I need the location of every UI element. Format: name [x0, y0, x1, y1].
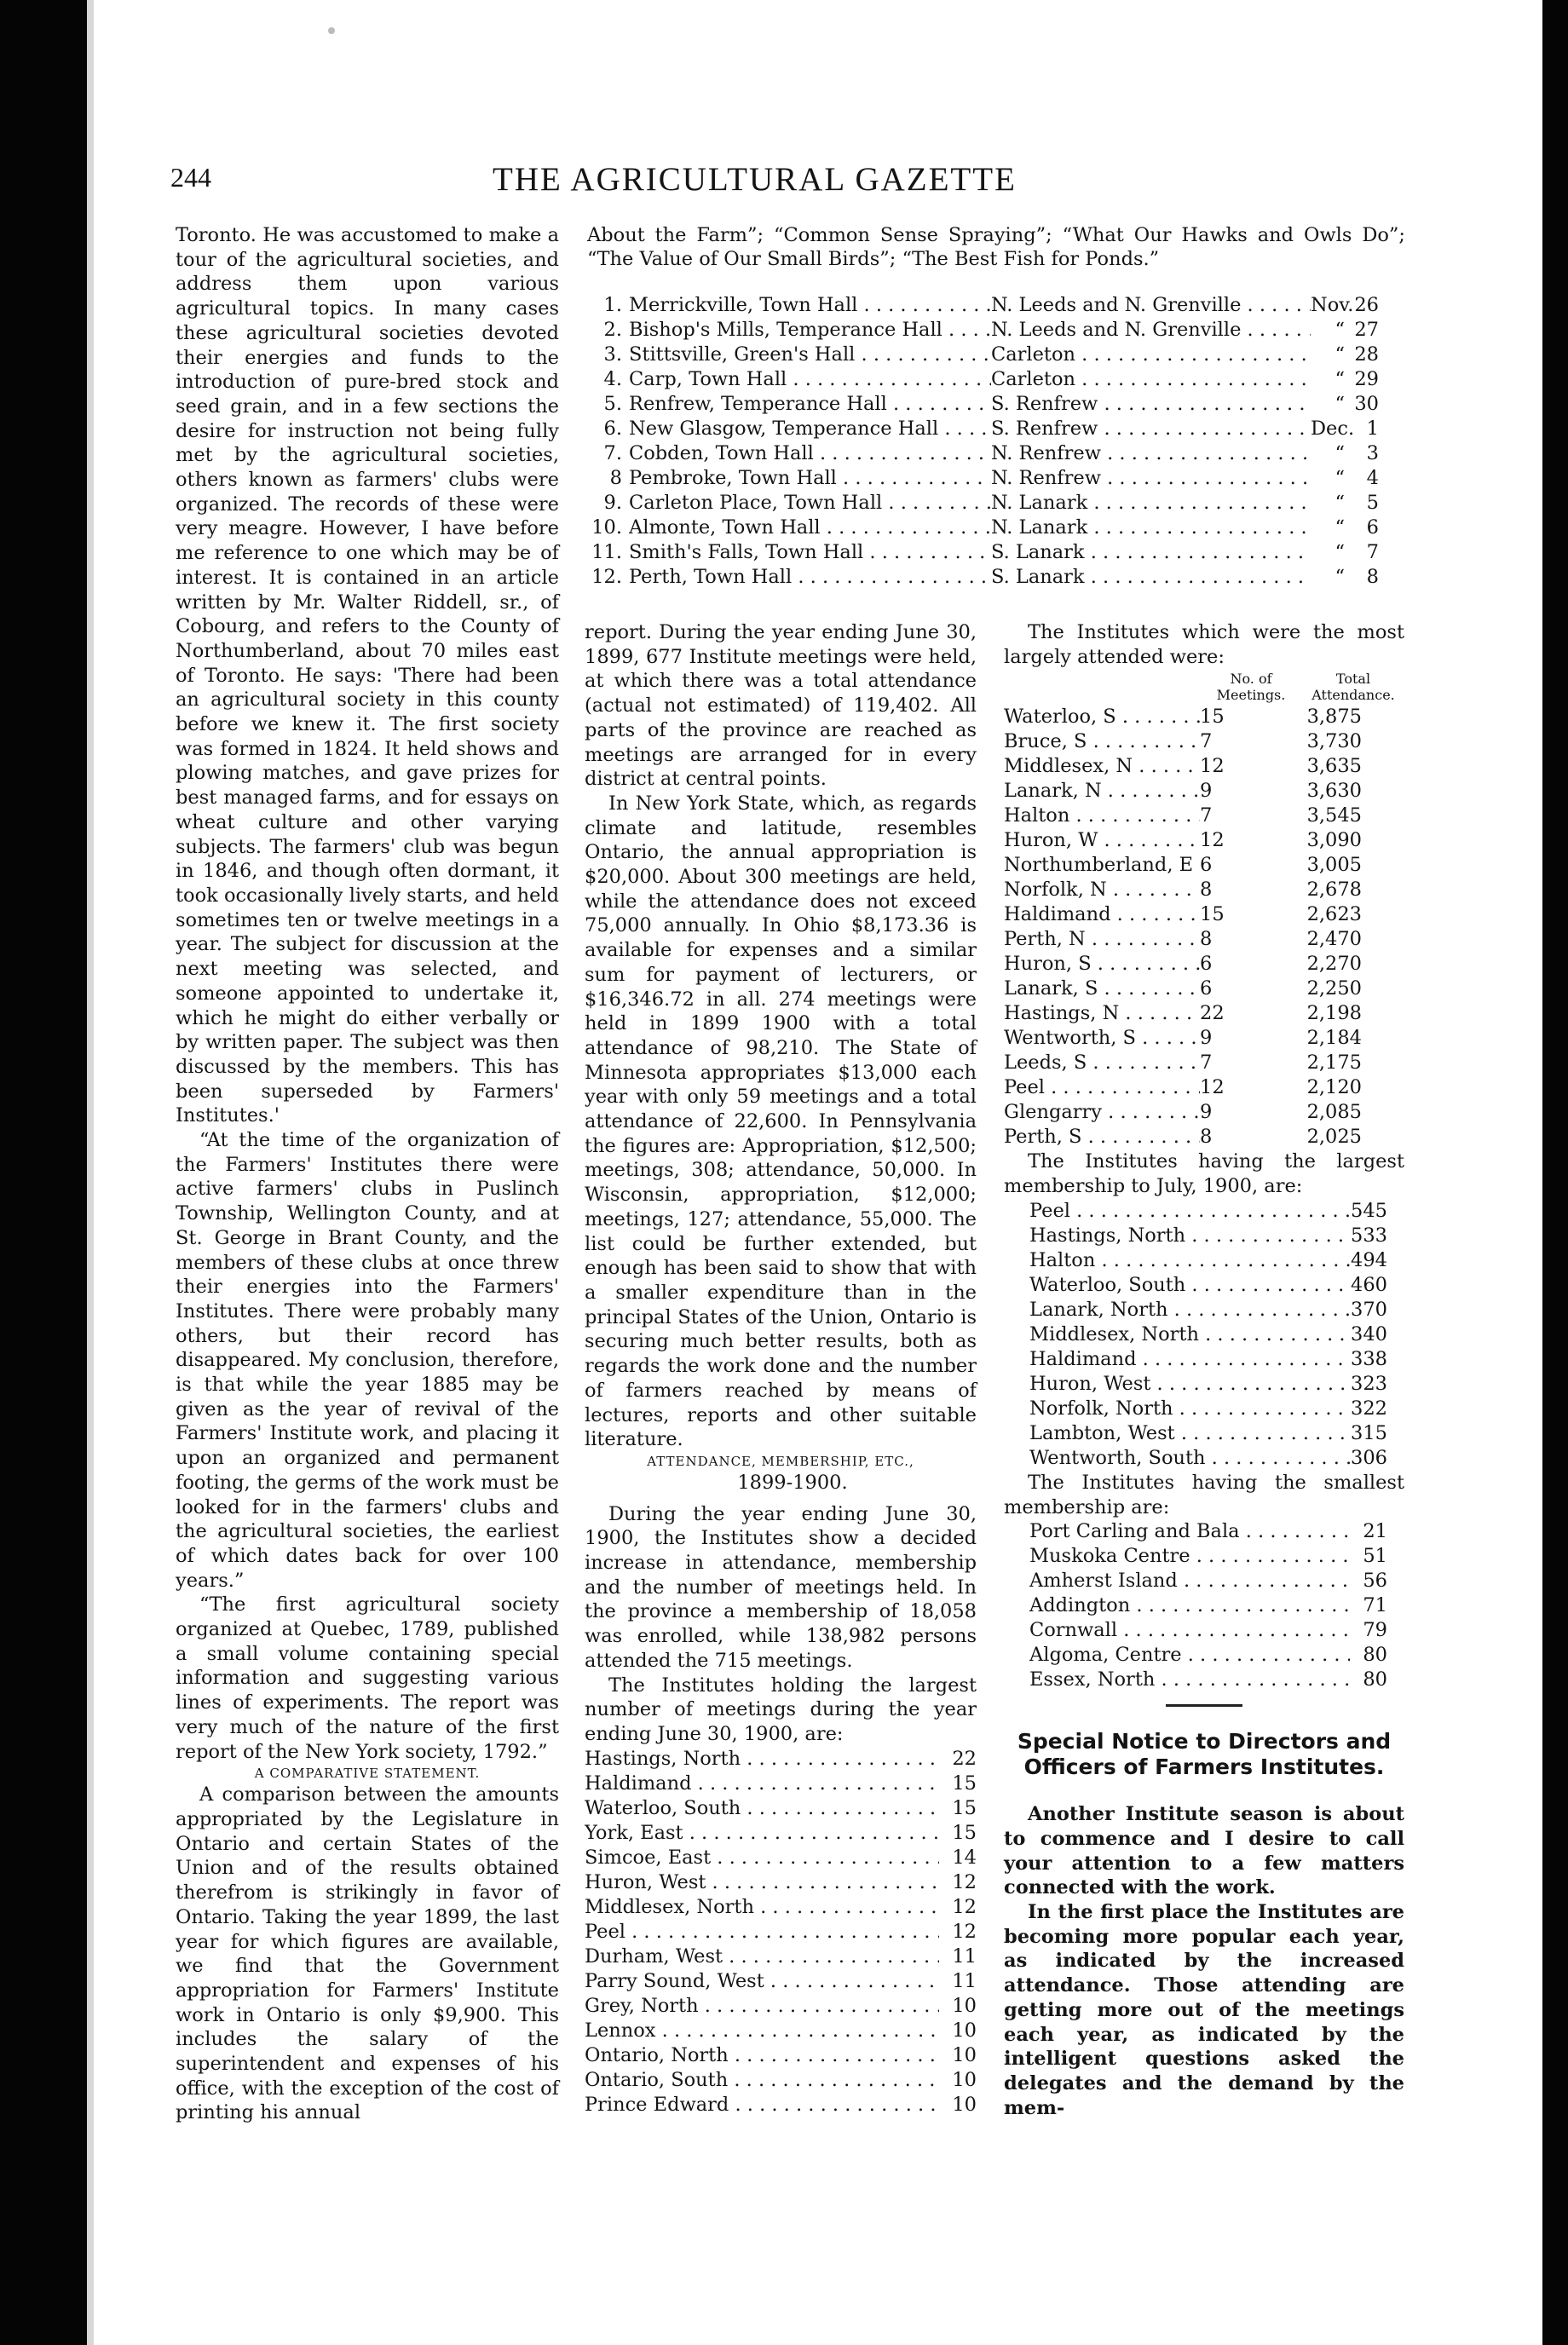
list-item: Muskoka Centre . . . 51 — [1029, 1544, 1387, 1569]
paragraph: In the first place the Institutes are becoming more popular each year, as indicated by the increased attendance. Those attending are getting more out of the meetings each year, as indicated by the intelligent questions asked the delegates and the demand by the mem- — [1004, 1901, 1404, 2119]
table-row: Huron, S . . . 6 2,270 — [1004, 952, 1404, 977]
list-item: Middlesex, North . . . 12 — [585, 1895, 977, 1920]
schedule-row: 1. Merrickville, Town Hall . . . N. Leeds and N. Grenville . . . Nov. 26 — [588, 294, 1406, 319]
list-item: Lennox . . . 10 — [585, 2019, 977, 2043]
paragraph: Toronto. He was accustomed to make a tour of the agricultural societies, and address them upon various agricultural topics. In many cases these agricultural societies devoted their energies and funds to the introduction of pure-bred stock and seed grain, and in a few sections the desire for instruction not being fully met by the agricultural societies, others known as farmers' clubs were organized. The records of these were very meagre. However, I have before me reference to one which may be of interest. It is contained in an article written by Mr. Walter Riddell, sr., of Cobourg, and refers to the County of Northumberland, about 70 miles east of Toronto. He says: 'There had been an agricultural society in this county before we knew it. The first society was formed in 1824. It held shows and plowing matches, and gave prizes for best managed farms, and for essays on wheat culture and other varying subjects. The farmers' club was begun in 1846, and though often dormant, it took occasionally lively starts, and held sometimes ten or twelve meetings in a year. The subject for discussion at the next meeting was selected, and someone appointed to undertake it, which he might do either verbally or by written paper. The subject was then discussed by the members. This has been superseded by Farmers' Institutes.' — [176, 224, 559, 1127]
list-item: Prince Edward . . . 10 — [585, 2093, 977, 2117]
list-item: York, East . . . 15 — [585, 1821, 977, 1846]
list-item: Durham, West . . . 11 — [585, 1945, 977, 1969]
column-header-meetings: No. of Meetings. — [1216, 671, 1286, 704]
paragraph: report. During the year ending June 30, 1899, 677 Institute meetings were held, at which there was a total attendance (actual not estimated) of 119,402. All parts of the province are reached as meetings are arranged for in every district at central points. — [585, 621, 977, 791]
table-row: Peel . . . 12 2,120 — [1004, 1075, 1404, 1100]
paragraph: “The first agricultural society organized at Quebec, 1789, published a small volume containing special information and suggesting various lines of experiments. The report was very much of the nature of the first report of the New York society, 1792.” — [176, 1593, 559, 1763]
table-row: Huron, W . . . 12 3,090 — [1004, 828, 1404, 853]
list-item: Peel . . . 12 — [585, 1920, 977, 1945]
schedule-row: 8 Pembroke, Town Hall . . . N. Renfrew . . . “ 4 — [588, 467, 1406, 492]
column-middle — [585, 620, 977, 2117]
list-item: Ontario, North . . . 10 — [585, 2043, 977, 2068]
list-item: Port Carling and Bala . . . 21 — [1029, 1519, 1387, 1544]
table-row: Waterloo, S . . . 15 3,875 — [1004, 705, 1404, 729]
list-item: Lanark, North . . . 370 — [1029, 1298, 1387, 1322]
scan-speck — [328, 27, 335, 34]
list-item: Algoma, Centre . . . 80 — [1029, 1643, 1387, 1668]
paragraph: The Institutes having the largest membership to July, 1900, are: — [1004, 1150, 1404, 1198]
attendance-table-header — [1004, 671, 1404, 703]
table-row: Haldimand . . . 15 2,623 — [1004, 902, 1404, 927]
section-heading: ATTENDANCE, MEMBERSHIP, ETC., — [647, 1453, 914, 1469]
list-item: Haldimand . . . 15 — [585, 1772, 977, 1796]
largest-membership-list — [1004, 1199, 1404, 1471]
list-item: Waterloo, South . . . 460 — [1029, 1273, 1387, 1298]
page-header — [170, 162, 1023, 201]
schedule-row: 9. Carleton Place, Town Hall . . . N. Lanark . . . “ 5 — [588, 492, 1406, 516]
list-item: Peel . . . 545 — [1029, 1199, 1387, 1224]
paragraph: The Institutes which were the most largely attended were: — [1004, 621, 1404, 668]
scan-border-left — [0, 0, 87, 2345]
attendance-table — [1004, 705, 1404, 1149]
schedule-row: 2. Bishop's Mills, Temperance Hall . . . N. Leeds and N. Grenville . . . “ 27 — [588, 319, 1406, 343]
column-left — [176, 223, 559, 2125]
table-row: Wentworth, S . . . 9 2,184 — [1004, 1026, 1404, 1051]
schedule-row: 11. Smith's Falls, Town Hall . . . S. Lanark . . . “ 7 — [588, 541, 1406, 566]
paragraph: The Institutes having the smallest membership are: — [1004, 1471, 1404, 1518]
list-item: Middlesex, North . . . 340 — [1029, 1322, 1387, 1347]
paragraph: “At the time of the organization of the Farmers' Institutes there were active farmers' clubs in Puslinch Township, Wellington County, and at St. George in Brant County, and the members of these clubs at once threw their energies into the Farmers' Institutes. There were probably many others, but their record has disappeared. My conclusion, therefore, is that while the year 1885 may be given as the year of revival of the Farmers' Institute work, and placing it upon an organized and permanent footing, the germs of the work must be looked for in the farmers' clubs and the agricultural societies, the earliest of which dates back for over 100 years.” — [176, 1129, 559, 1592]
table-row: Lanark, N . . . 9 3,630 — [1004, 779, 1404, 804]
list-item: Lambton, West . . . 315 — [1029, 1421, 1387, 1446]
schedule-row: 10. Almonte, Town Hall . . . N. Lanark . . . “ 6 — [588, 516, 1406, 541]
list-item: Cornwall . . . 79 — [1029, 1618, 1387, 1643]
list-item: Hastings, North . . . 22 — [585, 1747, 977, 1772]
scan-border-right — [1542, 0, 1568, 2345]
table-row: Middlesex, N . . . 12 3,635 — [1004, 754, 1404, 779]
table-row: Perth, N . . . 8 2,470 — [1004, 927, 1404, 952]
table-row: Halton . . . 7 3,545 — [1004, 804, 1404, 828]
section-heading: A COMPARATIVE STATEMENT. — [254, 1766, 481, 1782]
notice-heading: Special Notice to Directors and Officers of Farmers Institutes. — [1017, 1729, 1392, 1780]
schedule-row: 5. Renfrew, Temperance Hall . . . S. Renfrew . . . “ 30 — [588, 393, 1406, 418]
meeting-schedule — [588, 294, 1406, 591]
table-row: Glengarry . . . 9 2,085 — [1004, 1100, 1404, 1125]
schedule-row: 6. New Glasgow, Temperance Hall . . . S. Renfrew . . . Dec. 1 — [588, 418, 1406, 442]
paragraph: The Institutes holding the largest number of meetings during the year ending June 30, 1900, are: — [585, 1674, 977, 1745]
column-right — [1004, 620, 1404, 2120]
list-item: Hastings, North . . . 533 — [1029, 1224, 1387, 1248]
list-item: Addington . . . 71 — [1029, 1593, 1387, 1618]
table-row: Lanark, S . . . 6 2,250 — [1004, 977, 1404, 1001]
list-item: Huron, West . . . 12 — [585, 1870, 977, 1895]
paragraph: About the Farm”; “Common Sense Spraying”; “What Our Hawks and Owls Do”; “The Value of Our Small Birds”; “The Best Fish for Ponds.” — [587, 224, 1405, 270]
paragraph: During the year ending June 30, 1900, the Institutes show a decided increase in attendance, membership and the number of meetings held. In the province a membership of 18,058 was enrolled, while 138,982 persons attended the 715 meetings. — [585, 1502, 977, 1672]
paragraph: Another Institute season is about to commence and I desire to call your attention to a few matters connected with the work. — [1004, 1803, 1404, 1899]
table-row: Norfolk, N . . . 8 2,678 — [1004, 878, 1404, 902]
list-item: Wentworth, South . . . 306 — [1029, 1446, 1387, 1471]
table-row: Perth, S . . . 8 2,025 — [1004, 1125, 1404, 1149]
table-row: Hastings, N . . . 22 2,198 — [1004, 1001, 1404, 1026]
column-header-total: Total Attendance. — [1311, 671, 1395, 704]
list-item: Ontario, South . . . 10 — [585, 2068, 977, 2093]
paragraph: A comparison between the amounts appropriated by the Legislature in Ontario and certain States of the Union and of the results obtained therefrom is strikingly in favor of Ontario. Taking the year 1899, the last year for which figures are available, we find that the Government appropriation for Farmers' Institute work in Ontario is only $9,900. This includes the salary of the superintendent and expenses of his office, with the exception of the cost of printing his annual — [176, 1783, 559, 2124]
table-row: Bruce, S . . . 7 3,730 — [1004, 729, 1404, 754]
section-heading-year: 1899-1900. — [737, 1471, 848, 1494]
most-meetings-list — [585, 1747, 977, 2117]
page-number: 244 — [170, 162, 211, 193]
list-item: Parry Sound, West . . . 11 — [585, 1969, 977, 1994]
journal-title: THE AGRICULTURAL GAZETTE — [493, 161, 1017, 198]
schedule-row: 4. Carp, Town Hall . . . Carleton . . . “ 29 — [588, 368, 1406, 393]
list-item: Essex, North . . . 80 — [1029, 1668, 1387, 1692]
schedule-row: 12. Perth, Town Hall . . . S. Lanark . . . “ 8 — [588, 566, 1406, 591]
list-item: Norfolk, North . . . 322 — [1029, 1397, 1387, 1421]
page-edge — [87, 0, 94, 2345]
list-item: Simcoe, East . . . 14 — [585, 1846, 977, 1870]
schedule-row: 7. Cobden, Town Hall . . . N. Renfrew . . . “ 3 — [588, 442, 1406, 467]
list-item: Waterloo, South . . . 15 — [585, 1796, 977, 1821]
paragraph: In New York State, which, as regards climate and latitude, resembles Ontario, the annual appropriation is $20,000. About 300 meetings are held, while the attendance does not exceed 75,000 annually. In Ohio $8,173.36 is available for expenses and a similar sum for payment of lecturers, or $16,346.72 in all. 274 meetings were held in 1899 1900 with a total attendance of 98,210. The State of Minnesota appropriates $13,000 each year with only 59 meetings and a total attendance of 22,600. In Pennsylvania the figures are: Appropriation, $12,500; meetings, 308; attendance, 50,000. In Wisconsin, appropriation, $12,000; meetings, 127; attendance, 55,000. The list could be further extended, but enough has been said to show that with a smaller expenditure than in the principal States of the Union, Ontario is securing much better results, both as regards the work done and the number of farmers reached by means of lectures, reports and other suitable literature. — [585, 792, 977, 1451]
list-item: Huron, West . . . 323 — [1029, 1372, 1387, 1397]
list-item: Amherst Island . . . 56 — [1029, 1569, 1387, 1593]
schedule-row: 3. Stittsville, Green's Hall . . . Carleton . . . “ 28 — [588, 343, 1406, 368]
list-item: Halton . . . 494 — [1029, 1248, 1387, 1273]
smallest-membership-list — [1004, 1519, 1404, 1692]
list-item: Haldimand . . . 338 — [1029, 1347, 1387, 1372]
list-item: Grey, North . . . 10 — [585, 1994, 977, 2019]
intro-text — [587, 223, 1405, 271]
section-divider — [1166, 1704, 1242, 1707]
table-row: Leeds, S . . . 7 2,175 — [1004, 1051, 1404, 1075]
table-row: Northumberland, E . . . 6 3,005 — [1004, 853, 1404, 878]
